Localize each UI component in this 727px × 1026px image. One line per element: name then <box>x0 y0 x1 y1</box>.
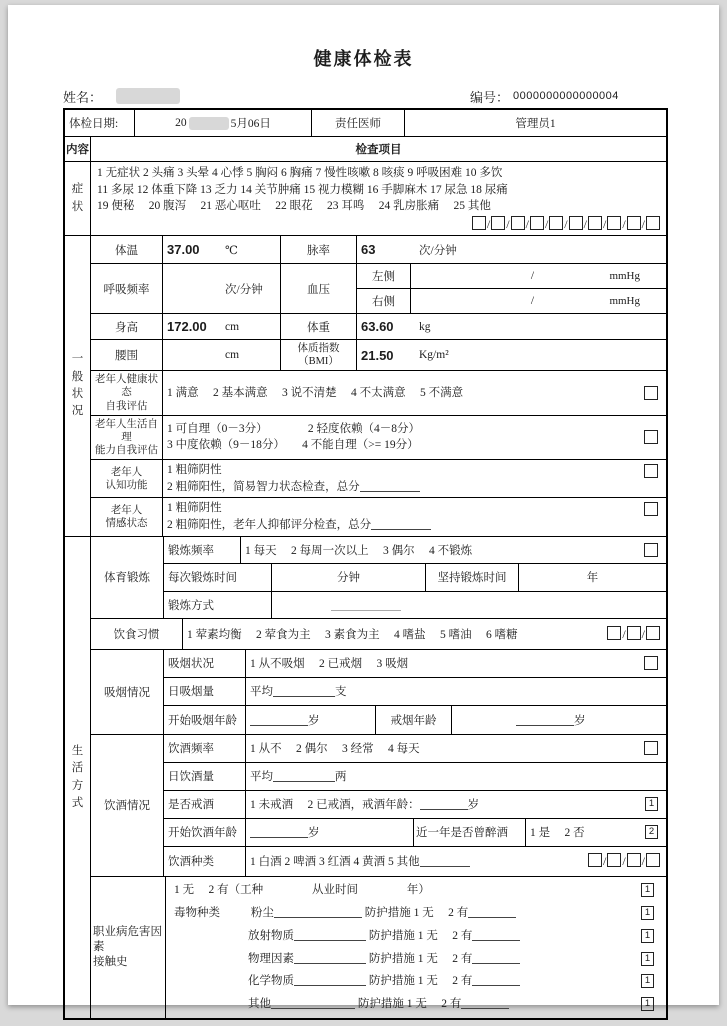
waist-value-cell[interactable] <box>163 340 281 370</box>
bp-unit: mmHg <box>609 270 640 283</box>
elderly-cognition-options: 1 粗筛阴性 2 粗筛阳性，简易智力状态检查，总分 <box>163 460 666 497</box>
height-value: 172.00 <box>167 319 207 335</box>
exercise-frequency-checkbox[interactable] <box>644 543 658 557</box>
cognition-score-blank[interactable] <box>360 480 420 492</box>
occupational-item-row: 其他 防护措施 1 无 2 有 1 <box>170 993 662 1016</box>
table-header-row <box>65 137 666 162</box>
exercise-mode-label: 锻炼方式 <box>164 592 272 618</box>
name-redacted-value <box>116 88 180 104</box>
elderly-emotion-label: 老年人 情感状态 <box>91 498 163 535</box>
bmi-value: 21.50 <box>361 347 394 363</box>
drinking-type-options: 1 白酒 2 啤酒 3 红酒 4 黄酒 5 其他 / / / <box>246 847 666 876</box>
group-exercise <box>91 537 666 619</box>
height-label: 身高 <box>91 314 163 339</box>
lifestyle-section-label: 生活方式 <box>65 537 91 1019</box>
emotion-score-blank[interactable] <box>371 518 431 530</box>
toxin-blank[interactable] <box>274 906 362 918</box>
section-general-status <box>65 236 666 537</box>
exercise-time-value[interactable]: 分钟 <box>272 564 426 591</box>
bp-right-row <box>357 289 666 313</box>
diet-checkbox-group[interactable]: / / <box>607 626 660 642</box>
exercise-frequency-label: 锻炼频率 <box>164 537 241 563</box>
occupational-has-codebox[interactable]: 1 <box>641 883 654 897</box>
exam-date-value: 20 5月06日 <box>135 110 312 136</box>
resp-bp-row <box>91 264 666 314</box>
occupational-item-row: 放射物质 防护措施 1 无 2 有 1 <box>170 925 662 948</box>
toxin-blank[interactable] <box>294 929 366 941</box>
doctor-value: 管理员1 <box>515 118 556 130</box>
drinking-quit-label: 是否戒酒 <box>164 791 246 818</box>
protection-blank[interactable] <box>472 974 520 986</box>
occupational-codebox[interactable]: 1 <box>641 974 654 988</box>
elderly-health-options: 1 满意 2 基本满意 3 说不清楚 4 不太满意 5 不满意 <box>163 371 666 414</box>
smoking-group-label: 吸烟情况 <box>91 650 164 734</box>
occupational-item-row: 物理因素 防护措施 1 无 2 有 1 <box>170 948 662 971</box>
occupational-item-row: 化学物质 防护措施 1 无 2 有 1 <box>170 970 662 993</box>
elderly-health-row <box>91 371 666 415</box>
elderly-selfcare-row <box>91 416 666 460</box>
smoking-status-checkbox[interactable] <box>644 656 658 670</box>
pulse-label: 脉率 <box>281 236 357 263</box>
drinking-start-value: 岁 <box>246 819 414 846</box>
drinking-start-label: 开始饮酒年龄 <box>164 819 246 846</box>
exam-date-row <box>65 110 666 137</box>
page-title: 健康体检表 <box>313 49 414 69</box>
elderly-cognition-checkbox[interactable] <box>644 464 658 478</box>
occupational-codebox[interactable]: 1 <box>641 906 654 920</box>
elderly-emotion-row <box>91 498 666 535</box>
smoking-quit-value: 岁 <box>452 706 666 734</box>
smoking-start-label: 开始吸烟年龄 <box>164 706 246 734</box>
elderly-cognition-row <box>91 460 666 498</box>
drinking-start-blank[interactable] <box>250 826 308 838</box>
exercise-group-label: 体育锻炼 <box>91 537 164 618</box>
bp-left-row <box>357 264 666 289</box>
weight-value-cell <box>357 314 666 339</box>
temp-value-cell <box>163 236 281 263</box>
exercise-time-row <box>164 564 666 592</box>
height-weight-row <box>91 314 666 340</box>
bp-right-label: 右侧 <box>357 289 411 313</box>
toxin-blank[interactable] <box>271 997 355 1009</box>
occupational-codebox[interactable]: 1 <box>641 952 654 966</box>
group-drinking <box>91 735 666 877</box>
drinking-quit-codebox[interactable]: 1 <box>645 797 658 811</box>
elderly-cognition-label: 老年人 认知功能 <box>91 460 163 497</box>
document-page <box>8 5 719 1011</box>
group-diet <box>91 619 666 650</box>
smoking-age-row <box>164 706 666 734</box>
exercise-mode-row <box>164 592 666 618</box>
drinking-quit-age-blank[interactable] <box>420 798 468 810</box>
drunk-codebox[interactable]: 2 <box>645 825 658 839</box>
section-lifestyle <box>65 537 666 1019</box>
smoking-daily-label: 日吸烟量 <box>164 678 246 705</box>
diet-options-row <box>183 619 666 649</box>
bmi-unit: Kg/m² <box>419 349 449 362</box>
check-items-header: 检查项目 <box>355 144 402 156</box>
exercise-frequency-row <box>164 537 666 564</box>
drunk-options: 1 是 2 否 2 <box>526 819 666 846</box>
occupational-content-row <box>166 877 666 1019</box>
pulse-value: 63 <box>361 242 376 258</box>
height-unit: cm <box>225 320 240 333</box>
bp-label: 血压 <box>281 264 357 313</box>
drinking-type-label: 饮酒种类 <box>164 847 246 876</box>
smoking-quit-label: 戒烟年龄 <box>376 706 452 734</box>
elderly-selfcare-label: 老年人生活自理 能力自我评估 <box>91 416 163 459</box>
name-number-row <box>63 85 668 107</box>
number-label: 编号： <box>470 89 510 105</box>
symptoms-line1: 1 无症状 2 头痛 3 头晕 4 心悸 5 胸闷 6 胸痛 7 慢性咳嗽 8 咳痰 9 呼吸困难 10 多饮 <box>97 167 503 179</box>
bp-right-value[interactable]: / mmHg <box>530 295 640 308</box>
bmi-value-cell <box>357 340 666 370</box>
drinking-group-label: 饮酒情况 <box>91 735 164 876</box>
symptoms-line2: 11 多尿 12 体重下降 13 乏力 14 关节肿痛 15 视力模糊 16 手脚麻木 17 尿急 18 尿痛 <box>97 183 508 196</box>
weight-label: 体重 <box>281 314 357 339</box>
occupational-group-label: 职业病危害因素 接触史 <box>91 877 166 1019</box>
resp-value-cell[interactable] <box>163 264 281 313</box>
waist-bmi-row <box>91 340 666 371</box>
occupational-codebox[interactable]: 1 <box>641 997 654 1011</box>
weight-unit: kg <box>419 320 431 333</box>
occupational-item-row: 毒物种类 粉尘 防护措施 1 无 2 有 1 <box>170 902 662 925</box>
drinking-frequency-checkbox[interactable] <box>644 741 658 755</box>
exam-date-label: 体检日期: <box>65 110 135 136</box>
temp-pulse-row <box>91 236 666 264</box>
doctor-label: 责任医师 <box>312 110 405 136</box>
exercise-persist-label: 坚持锻炼时间 <box>426 564 519 591</box>
bp-unit: mmHg <box>609 295 640 308</box>
symptoms-content <box>91 162 666 235</box>
resp-unit: 次/分钟 <box>225 283 263 296</box>
protection-blank[interactable] <box>461 997 509 1009</box>
toxin-type-label: 毒物种类 <box>174 906 220 919</box>
protection-blank[interactable] <box>468 906 516 918</box>
smoking-status-label: 吸烟状况 <box>164 650 246 677</box>
temp-label: 体温 <box>91 236 163 263</box>
exercise-mode-value[interactable] <box>272 592 666 618</box>
section-symptoms <box>65 162 666 236</box>
drinking-type-row <box>164 847 666 876</box>
smoking-quit-blank[interactable] <box>516 714 574 726</box>
elderly-health-checkbox[interactable] <box>644 386 658 400</box>
elderly-health-label: 老年人健康状态 自我评估 <box>91 371 163 414</box>
group-smoking <box>91 650 666 735</box>
drinking-daily-blank[interactable] <box>273 770 335 782</box>
smoking-status-options: 1 从不吸烟 2 已戒烟 3 吸烟 <box>246 650 666 677</box>
group-occupational <box>91 877 666 1019</box>
number-value: 0000000000000004 <box>513 90 619 102</box>
drinking-start-row <box>164 819 666 847</box>
drinking-type-other-blank[interactable] <box>420 855 470 867</box>
symptoms-section-label: 症状 <box>65 162 91 235</box>
drinking-daily-label: 日饮酒量 <box>164 763 246 790</box>
exercise-persist-value[interactable]: 年 <box>586 572 599 585</box>
resp-label: 呼吸频率 <box>91 264 163 313</box>
diet-label: 饮食习惯 <box>91 619 183 649</box>
elderly-selfcare-checkbox[interactable] <box>644 430 658 444</box>
name-label: 姓名： <box>63 89 103 105</box>
toxin-blank[interactable] <box>294 952 366 964</box>
elderly-selfcare-options: 1 可自理（0－3分） 2 轻度依赖（4－8分） 3 中度依赖（9－18分） 4 不能自理（>= 19分） <box>163 416 666 459</box>
occupational-codebox[interactable]: 1 <box>641 929 654 943</box>
drinking-frequency-label: 饮酒频率 <box>164 735 246 762</box>
health-exam-table <box>63 108 668 1020</box>
smoking-start-blank[interactable] <box>250 714 308 726</box>
content-header: 内容 <box>65 137 91 161</box>
protection-blank[interactable] <box>472 929 520 941</box>
bmi-label: 体质指数 （BMI） <box>281 340 357 370</box>
smoking-status-row <box>164 650 666 678</box>
waist-unit: cm <box>225 349 240 362</box>
weight-value: 63.60 <box>361 319 394 335</box>
bp-left-value[interactable]: / mmHg <box>530 270 640 283</box>
waist-label: 腰围 <box>91 340 163 370</box>
smoking-start-value: 岁 <box>246 706 376 734</box>
drinking-daily-row <box>164 763 666 791</box>
pulse-value-cell <box>357 236 666 263</box>
drinking-frequency-options: 1 从不 2 偶尔 3 经常 4 每天 <box>246 735 666 762</box>
bp-left-label: 左侧 <box>357 264 411 288</box>
elderly-emotion-options: 1 粗筛阴性 2 粗筛阳性，老年人抑郁评分检查，总分 <box>163 498 666 535</box>
date-redacted <box>189 117 229 130</box>
drinking-quit-options: 1 未戒酒 2 已戒酒，戒酒年龄： 岁 1 <box>246 791 666 818</box>
height-value-cell <box>163 314 281 339</box>
pulse-unit: 次/分钟 <box>419 244 457 257</box>
symptoms-line3: 19 便秘 20 腹泻 21 恶心呕吐 22 眼花 23 耳鸣 24 乳房胀痛 25 其他 <box>97 200 491 213</box>
occupational-has-row: 1 无 2 有（工种 从业时间 年） 1 <box>170 879 662 902</box>
exercise-frequency-options: 1 每天 2 每周一次以上 3 偶尔 4 不锻炼 <box>241 537 666 563</box>
exercise-time-label: 每次锻炼时间 <box>164 564 272 591</box>
toxin-blank[interactable] <box>294 974 366 986</box>
symptoms-checkbox-group[interactable]: / / / / / / / / / <box>91 215 666 235</box>
temp-unit: ℃ <box>225 244 238 257</box>
smoking-daily-row <box>164 678 666 706</box>
drinking-frequency-row <box>164 735 666 763</box>
smoking-daily-value: 平均 支 <box>250 686 347 699</box>
protection-blank[interactable] <box>472 952 520 964</box>
drinking-quit-row <box>164 791 666 819</box>
diet-options: 1 荤素均衡 2 荤食为主 3 素食为主 4 嗜盐 5 嗜油 6 嗜糖 / / <box>183 619 666 649</box>
drinking-daily-value: 平均 两 <box>250 771 347 784</box>
smoking-daily-blank[interactable] <box>273 685 335 697</box>
drunk-label: 近一年是否曾醉酒 <box>414 819 526 846</box>
temp-value: 37.00 <box>167 242 200 258</box>
elderly-emotion-checkbox[interactable] <box>644 502 658 516</box>
general-section-label: 一般状况 <box>65 236 91 536</box>
drinking-type-checkbox-group[interactable]: / / / <box>588 853 660 869</box>
